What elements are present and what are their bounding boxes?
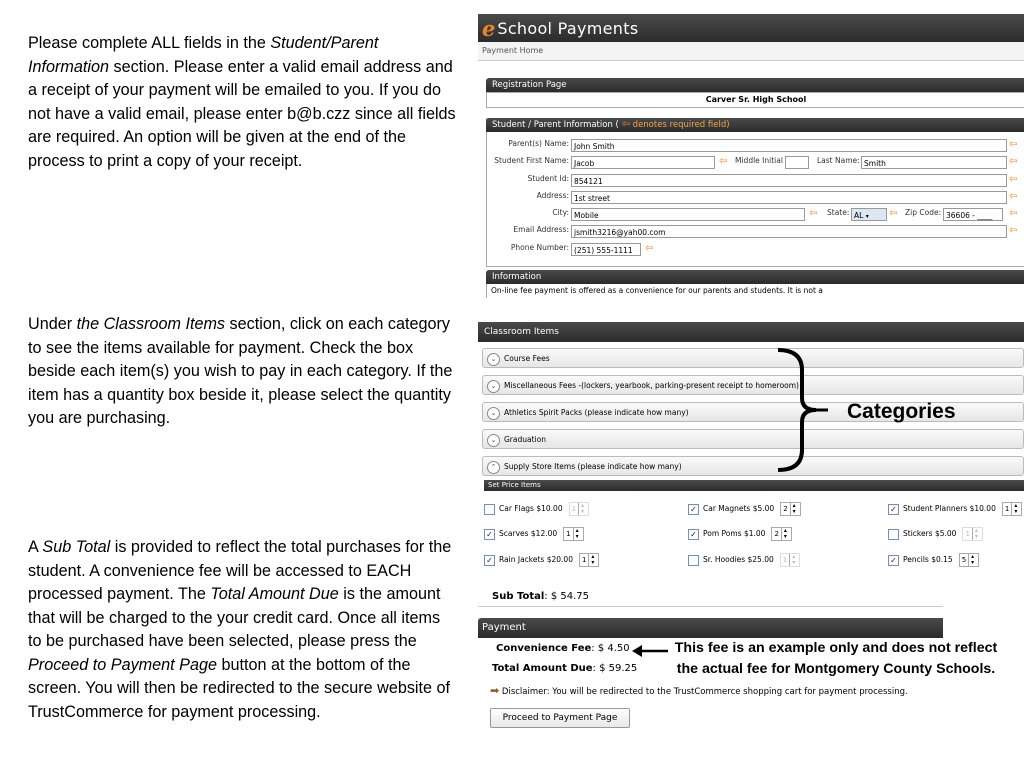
required-arrow-icon: ⇦ <box>621 119 630 130</box>
required-arrow-icon: ⇦ <box>809 208 818 219</box>
required-arrow-icon: ⇦ <box>1009 191 1018 202</box>
spinner-arrows-icon[interactable]: ▴ ▾ <box>573 528 581 540</box>
instructions-classroom-items <box>28 313 458 431</box>
chevron-down-icon: ⌄ <box>487 434 500 447</box>
category-label: Miscellaneous Fees -(lockers, yearbook, parking-present receipt to homeroom) <box>504 381 799 390</box>
set-price-item <box>688 502 801 516</box>
state-value: AL <box>854 211 864 220</box>
student-info-title <box>486 118 1024 132</box>
item-checkbox[interactable] <box>888 529 899 540</box>
required-arrow-icon: ⇦ <box>1009 208 1018 219</box>
information-title: Information <box>486 270 1024 284</box>
quantity-value: 1 <box>566 530 571 538</box>
item-label: Car Magnets $5.00 <box>703 504 775 513</box>
required-arrow-icon: ⇦ <box>1009 139 1018 150</box>
email-input[interactable]: jsmith3216@yah00.com <box>571 225 1007 238</box>
item-checkbox[interactable]: ✓ <box>484 529 495 540</box>
spinner-arrows-icon[interactable]: ▴ ▾ <box>789 554 797 566</box>
spinner-arrows-icon[interactable]: ▴ ▾ <box>578 503 586 515</box>
total-due-value: : $ 59.25 <box>592 663 638 674</box>
item-label: Stickers $5.00 <box>903 529 957 538</box>
set-price-title: Set Price Items <box>484 480 1024 491</box>
registration-section <box>486 78 1024 108</box>
instr-text: A <box>28 538 43 556</box>
quantity-stepper[interactable] <box>563 527 583 541</box>
nav-payment-home[interactable]: Payment Home <box>478 42 1024 61</box>
item-checkbox[interactable]: ✓ <box>484 555 495 566</box>
quantity-value: 1 <box>965 530 970 538</box>
item-label: Rain Jackets $20.00 <box>499 555 573 564</box>
divider <box>478 606 943 607</box>
student-id-label: Student Id: <box>527 174 569 183</box>
first-name-label: Student First Name: <box>494 156 569 165</box>
item-checkbox[interactable]: ✓ <box>888 504 899 515</box>
classroom-items-screenshot <box>478 322 1024 568</box>
quantity-value: 1 <box>1004 505 1010 513</box>
category-label: Supply Store Items (please indicate how many) <box>504 462 682 471</box>
instructions-student-info <box>28 32 458 173</box>
required-arrow-icon: ⇦ <box>1009 225 1018 236</box>
parents-label: Parent(s) Name: <box>508 139 569 148</box>
brace-path <box>778 350 816 470</box>
instr-text: section, click on each category to see the items available for payment. Check the box beside each item(s) you wish to pay in each category. If the item has a quantity box beside it, please select the quantity you are purchasing. <box>28 315 453 427</box>
phone-label: Phone Number: <box>510 243 569 252</box>
instr-text: Please complete ALL fields in the <box>28 34 271 52</box>
app-logo-mark: e <box>482 15 496 41</box>
required-note: denotes required field) <box>629 120 730 130</box>
disclaimer-text: Disclaimer: You will be redirected to the TrustCommerce shopping cart for payment processing. <box>501 687 908 697</box>
email-label: Email Address: <box>513 225 569 234</box>
item-label: Pencils $0.15 <box>903 555 953 564</box>
required-arrow-icon: ⇦ <box>1009 156 1018 167</box>
information-text: On-line fee payment is offered as a convenience for our parents and students. It is not a <box>486 284 1024 298</box>
quantity-value: 2 <box>783 505 788 513</box>
student-id-input[interactable]: 854121 <box>571 174 1007 187</box>
fee-pointer-arrow <box>630 644 670 658</box>
city-label: City: <box>552 208 569 217</box>
proceed-to-payment-button[interactable]: Proceed to Payment Page <box>490 708 630 728</box>
item-checkbox[interactable] <box>484 504 495 515</box>
fee-note-line: This fee is an example only and does not reflect <box>674 640 998 656</box>
required-arrow-icon: ⇦ <box>1009 174 1018 185</box>
address-label: Address: <box>536 191 569 200</box>
arrow-head <box>632 645 642 657</box>
student-info-title-text: Student / Parent Information ( <box>492 120 619 130</box>
total-due-label: Total Amount Due <box>492 663 593 674</box>
instr-emphasis: Student/Parent Information <box>28 34 379 76</box>
zip-label: Zip Code: <box>905 208 942 217</box>
chevron-down-icon: ⌄ <box>487 380 500 393</box>
item-checkbox[interactable]: ✓ <box>688 504 699 515</box>
item-label: Pom Poms $1.00 <box>703 529 766 538</box>
spinner-arrows-icon[interactable]: ▴ ▾ <box>781 528 789 540</box>
instr-emphasis: Sub Total <box>42 538 111 556</box>
quantity-stepper[interactable] <box>780 553 800 567</box>
last-name-label: Last Name: <box>817 156 860 165</box>
select-arrow-icon: ▾ <box>865 213 869 220</box>
quantity-stepper[interactable] <box>1002 502 1022 516</box>
middle-initial-label: Middle Initial <box>735 156 783 165</box>
categories-brace <box>776 346 846 474</box>
classroom-items-title: Classroom Items <box>478 322 1024 342</box>
spinner-arrows-icon[interactable]: ▴ ▾ <box>972 528 980 540</box>
school-name: Carver Sr. High School <box>486 92 1024 108</box>
category-course-fees[interactable] <box>482 348 1024 368</box>
quantity-value: 1 <box>571 505 577 513</box>
fee-note-line: the actual fee for Montgomery County Schools. <box>676 661 996 677</box>
total-due-row <box>492 662 637 676</box>
category-graduation[interactable] <box>482 429 1024 449</box>
state-label: State: <box>827 208 850 217</box>
registration-screenshot <box>478 14 1024 300</box>
quantity-stepper[interactable] <box>962 527 982 541</box>
convenience-fee-value: : $ 4.50 <box>591 643 630 654</box>
chevron-down-icon: ⌄ <box>487 353 500 366</box>
item-checkbox[interactable]: ✓ <box>688 529 699 540</box>
chevron-down-icon: ⌄ <box>487 407 500 420</box>
fee-annotation <box>666 638 1006 680</box>
item-label: Scarves $12.00 <box>499 529 558 538</box>
instr-text: Under <box>28 315 77 333</box>
category-label: Graduation <box>504 435 546 444</box>
item-checkbox[interactable]: ✓ <box>888 555 899 566</box>
convenience-fee-label: Convenience Fee <box>496 643 592 654</box>
instr-text: is the amount that will be charged to the your credit card. Once all items to be purchased have been selected, please press the <box>28 585 441 650</box>
disclaimer-arrow-icon: ➡ <box>490 684 500 697</box>
last-name-input[interactable]: Smith <box>861 156 1007 169</box>
item-label: Sr. Hoodies $25.00 <box>703 555 774 564</box>
zip-input[interactable]: 36606 - ____ <box>943 208 1003 221</box>
first-name-input[interactable]: Jacob <box>571 156 715 169</box>
category-supply-store[interactable] <box>482 456 1024 476</box>
quantity-value: 5 <box>961 556 967 564</box>
convenience-fee-row <box>496 642 630 656</box>
phone-input[interactable]: (251) 555-1111 <box>571 243 641 256</box>
information-section <box>486 270 1024 298</box>
category-label: Athletics Spirit Packs (please indicate how many) <box>504 408 689 417</box>
quantity-stepper[interactable] <box>579 553 599 567</box>
address-input[interactable]: 1st street <box>571 191 1007 204</box>
instr-emphasis: Total Amount Due <box>210 585 339 603</box>
quantity-stepper[interactable] <box>959 553 979 567</box>
quantity-stepper[interactable] <box>780 502 800 516</box>
chevron-up-icon: ⌃ <box>487 461 500 474</box>
app-header <box>478 14 1024 42</box>
set-price-item <box>888 527 983 541</box>
city-input[interactable]: Mobile <box>571 208 805 221</box>
instr-emphasis: Proceed to Payment Page <box>28 655 217 674</box>
disclaimer-row <box>490 684 908 699</box>
set-price-item <box>484 502 589 516</box>
required-arrow-icon: ⇦ <box>645 243 654 254</box>
spinner-arrows-icon[interactable]: ▴ ▾ <box>968 554 976 566</box>
payment-title: Payment <box>478 618 943 638</box>
subtotal-label: Sub Total <box>492 591 545 602</box>
registration-title: Registration Page <box>486 78 1024 92</box>
item-checkbox[interactable] <box>688 555 699 566</box>
item-label: Student Planners $10.00 <box>903 504 996 513</box>
parents-input[interactable]: John Smith <box>571 139 1007 152</box>
required-arrow-icon: ⇦ <box>889 208 898 219</box>
category-misc-fees[interactable] <box>482 375 1024 395</box>
instr-emphasis: the Classroom Items <box>76 315 226 333</box>
instr-text: section. Please enter a valid email address and a receipt of your payment will be emailed to you. If you do not have a valid email, please enter b@b.czz since all fields are required. An option will be given at the end of the process to print a copy of your receipt. <box>28 57 456 170</box>
instr-text: button at the bottom of the screen. You will then be redirected to the secure website of TrustCommerce for payment processing. <box>28 655 451 721</box>
state-select[interactable] <box>851 208 887 221</box>
student-info-section <box>486 118 1024 267</box>
middle-initial-input[interactable] <box>785 156 809 169</box>
set-price-item <box>484 553 599 567</box>
instructions-payment <box>28 536 458 724</box>
categories-annotation: Categories <box>847 400 956 423</box>
set-price-item <box>888 502 1022 516</box>
quantity-stepper[interactable] <box>569 502 589 516</box>
quantity-stepper[interactable] <box>771 527 791 541</box>
instr-text: is provided to reflect the total purchases for the student. A convenience fee will be accessed to EACH processed payment. The <box>28 538 452 603</box>
subtotal-value: : $ 54.75 <box>544 591 589 602</box>
quantity-value: 1 <box>581 556 587 564</box>
category-label: Course Fees <box>504 354 550 363</box>
spinner-arrows-icon[interactable]: ▴ ▾ <box>790 503 798 515</box>
set-price-item <box>688 553 800 567</box>
spinner-arrows-icon[interactable]: ▴ ▾ <box>588 554 596 566</box>
quantity-value: 2 <box>774 530 779 538</box>
set-price-item <box>484 527 584 541</box>
spinner-arrows-icon[interactable]: ▴ ▾ <box>1011 503 1019 515</box>
set-price-item <box>888 553 979 567</box>
quantity-value: 1 <box>782 556 788 564</box>
item-label: Car Flags $10.00 <box>499 504 563 513</box>
required-arrow-icon: ⇦ <box>719 156 728 167</box>
subtotal-row <box>492 590 589 604</box>
set-price-item <box>688 527 792 541</box>
app-title: School Payments <box>497 18 639 38</box>
